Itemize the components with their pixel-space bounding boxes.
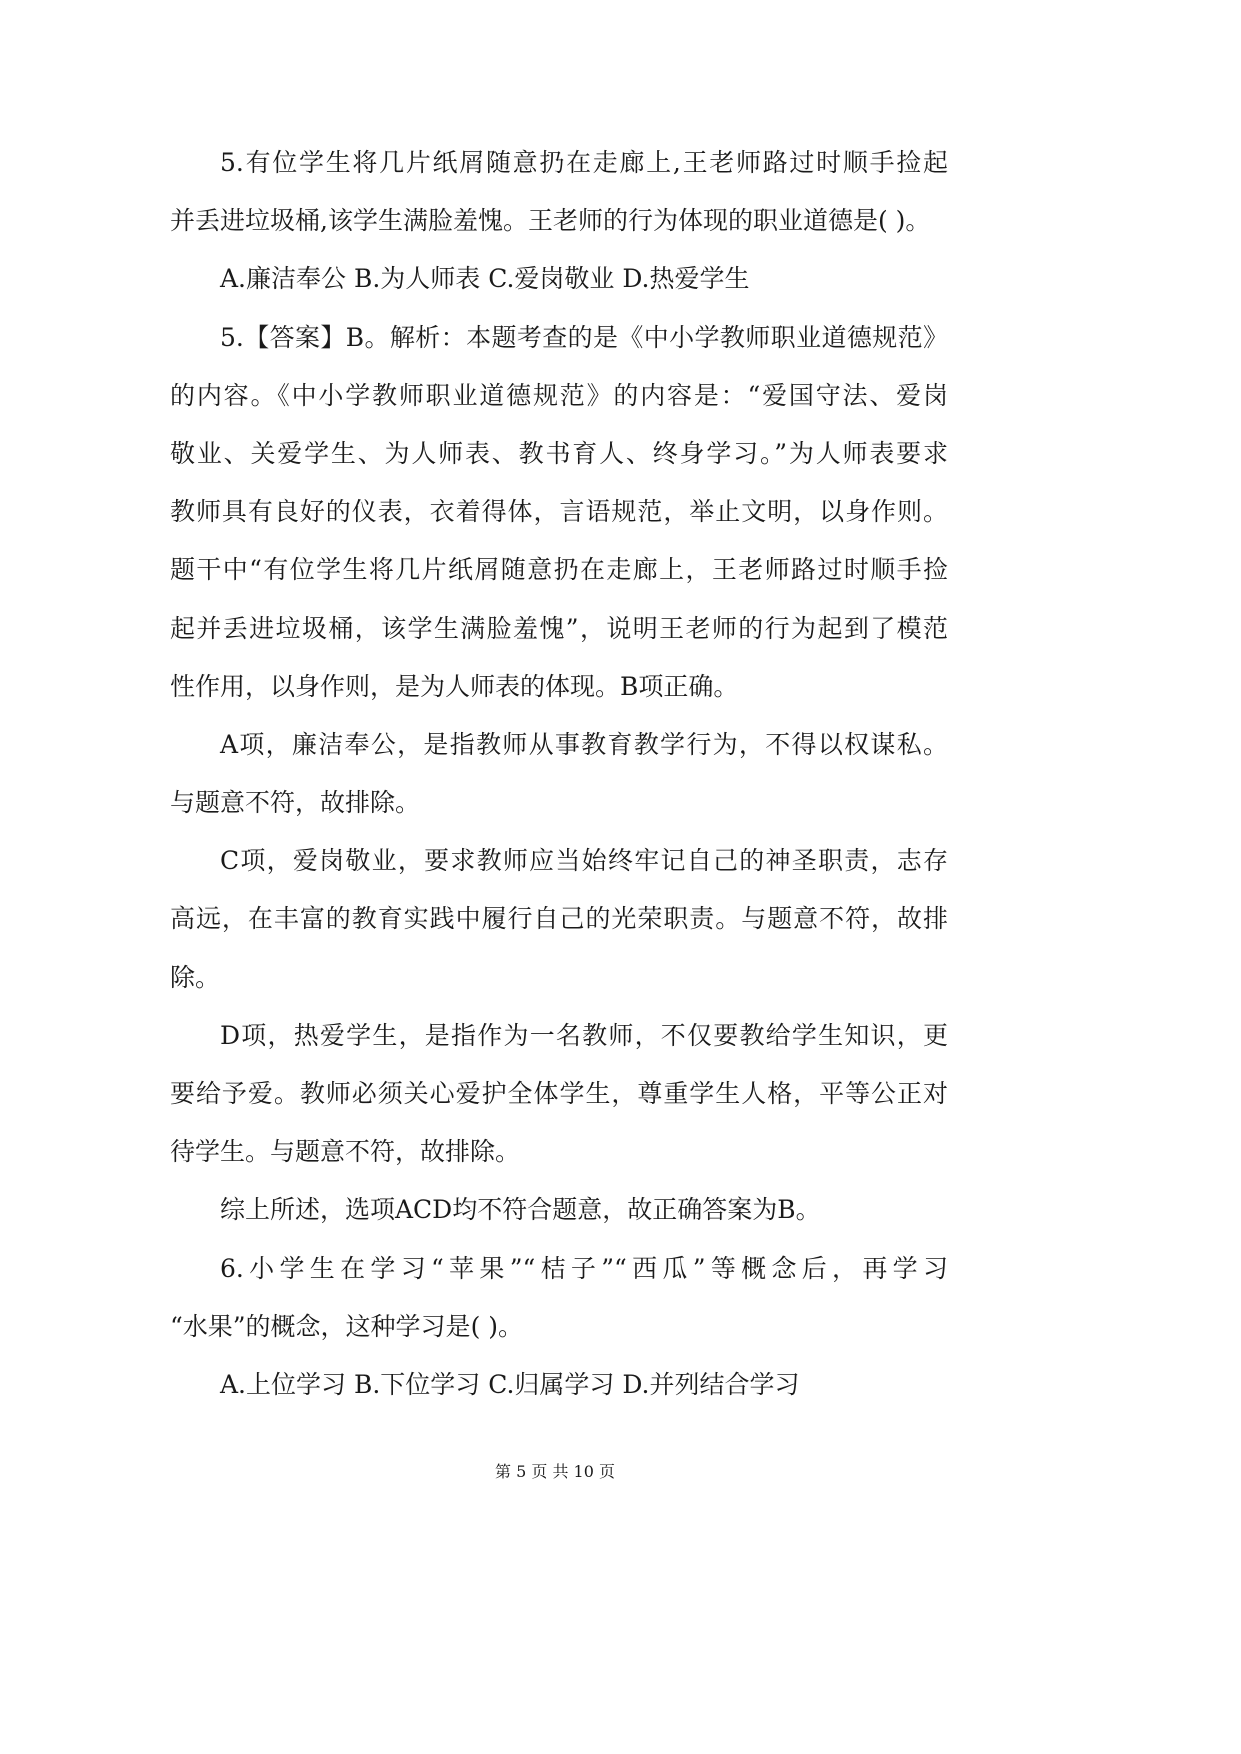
answer-5 <box>170 309 948 1240</box>
answer-explanation-line: 教师具有良好的仪表，衣着得体，言语规范，举止文明，以身作则。 <box>170 497 948 527</box>
answer-explanation-line: 性作用，以身作则，是为人师表的体现。B项正确。 <box>170 671 739 701</box>
answer-explanation-line: 的内容。《中小学教师职业道德规范》的内容是：“爱国守法、爱岗 <box>170 380 948 410</box>
question-6-options: A.上位学习 B.下位学习 C.归属学习 D.并列结合学习 <box>220 1369 800 1399</box>
option-d-analysis-line: D项，热爱学生，是指作为一名教师，不仅要教给学生知识，更 <box>220 1020 948 1050</box>
answer-explanation-line: 5.【答案】B。解析：本题考查的是《中小学教师职业道德规范》 <box>220 322 948 352</box>
question-6-stem-line: “水果”的概念，这种学习是( )。 <box>170 1311 524 1341</box>
answer-conclusion: 综上所述，选项ACD均不符合题意，故正确答案为B。 <box>220 1195 821 1225</box>
option-a-analysis-line: A项，廉洁奉公，是指教师从事教育教学行为，不得以权谋私。 <box>220 729 948 759</box>
option-c-analysis-line: 除。 <box>170 962 221 992</box>
answer-explanation-line: 题干中“有位学生将几片纸屑随意扔在走廊上，王老师路过时顺手捡 <box>170 555 948 585</box>
option-d-analysis-line: 要给予爱。教师必须关心爱护全体学生，尊重学生人格，平等公正对 <box>170 1079 948 1108</box>
option-c-analysis-line: C项，爱岗敬业，要求教师应当始终牢记自己的神圣职责，志存 <box>220 846 948 876</box>
answer-explanation-line: 敬业、关爱学生、为人师表、教书育人、终身学习。”为人师表要求 <box>170 438 948 468</box>
question-5-stem-line: 5.有位学生将几片纸屑随意扔在走廊上,王老师路过时顺手捡起 <box>220 148 948 177</box>
page-body <box>170 134 948 1414</box>
question-5 <box>170 134 948 309</box>
question-6-stem-line: 6.小学生在学习“苹果”“桔子”“西瓜”等概念后，再学习 <box>220 1253 948 1283</box>
option-d-analysis-line: 待学生。与题意不符，故排除。 <box>170 1137 521 1167</box>
question-6 <box>170 1240 948 1415</box>
option-c-analysis-line: 高远，在丰富的教育实践中履行自己的光荣职责。与题意不符，故排 <box>170 904 948 934</box>
question-5-options: A.廉洁奉公 B.为人师表 C.爱岗敬业 D.热爱学生 <box>220 264 750 294</box>
question-5-stem-line: 并丢进垃圾桶,该学生满脸羞愧。王老师的行为体现的职业道德是( )。 <box>170 206 931 236</box>
option-a-analysis-line: 与题意不符，故排除。 <box>170 788 421 818</box>
page-number-footer: 第 5 页 共 10 页 <box>495 1462 615 1481</box>
answer-explanation-line: 起并丢进垃圾桶，该学生满脸羞愧”，说明王老师的行为起到了模范 <box>170 613 948 643</box>
